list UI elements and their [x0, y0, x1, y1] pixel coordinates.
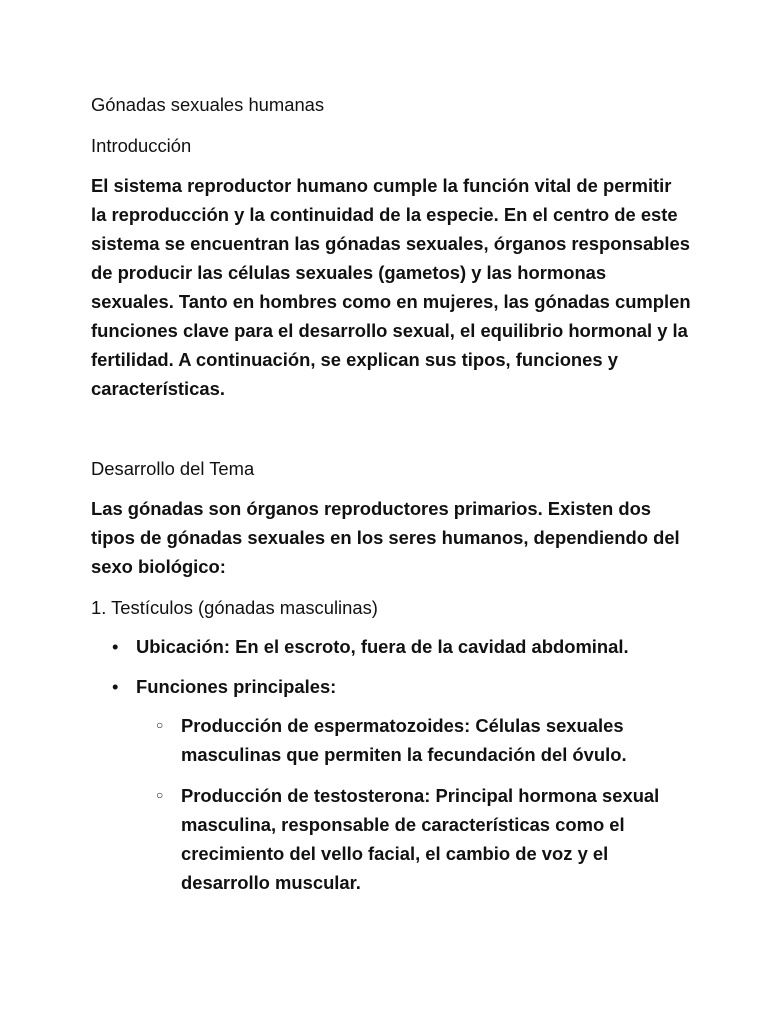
development-paragraph: Las gónadas son órganos reproductores primarios. Existen dos tipos de gónadas sexuales en los seres humanos, dependiendo del sexo biológico: [91, 498, 680, 577]
sub-list-item-text: Producción de espermatozoides: Células sexuales masculinas que permiten la fecundación del óvulo. [181, 715, 627, 765]
list-item-ubicacion [112, 632, 696, 661]
introduction-heading: Introducción [91, 135, 192, 156]
list-item-text: Ubicación: En el escroto, fuera de la cavidad abdominal. [136, 636, 629, 657]
list-item-text: Funciones principales: [136, 676, 337, 697]
hollow-circle-bullet-icon: ○ [156, 788, 164, 802]
hollow-circle-bullet-icon: ○ [156, 718, 164, 732]
document-title: Gónadas sexuales humanas [91, 94, 325, 115]
development-heading: Desarrollo del Tema [91, 458, 255, 479]
introduction-paragraph: El sistema reproductor humano cumple la función vital de permitir la reproducción y la continuidad de la especie. En el centro de este sistema se encuentran las gónadas sexuales, órganos responsables de producir las células sexuales (gametos) y las hormonas sexuales. Tanto en hombres como en mujeres, las gónadas cumplen funciones clave para el desarrollo sexual, el equilibrio hormonal y la fertilidad. A continuación, se explican sus tipos, funciones y características. [91, 175, 691, 399]
section-testiculos-heading: 1. Testículos (gónadas masculinas) [91, 597, 378, 618]
sub-list-item-testosterona [156, 781, 681, 897]
sub-list-item-text: Producción de testosterona: Principal hormona sexual masculina, responsable de características como el crecimiento del vello facial, el cambio de voz y el desarrollo muscular. [181, 785, 660, 893]
list-item-funciones [112, 672, 696, 701]
bullet-icon: • [112, 676, 119, 697]
bullet-icon: • [112, 636, 119, 657]
sub-list-item-espermatozoides [156, 711, 681, 769]
